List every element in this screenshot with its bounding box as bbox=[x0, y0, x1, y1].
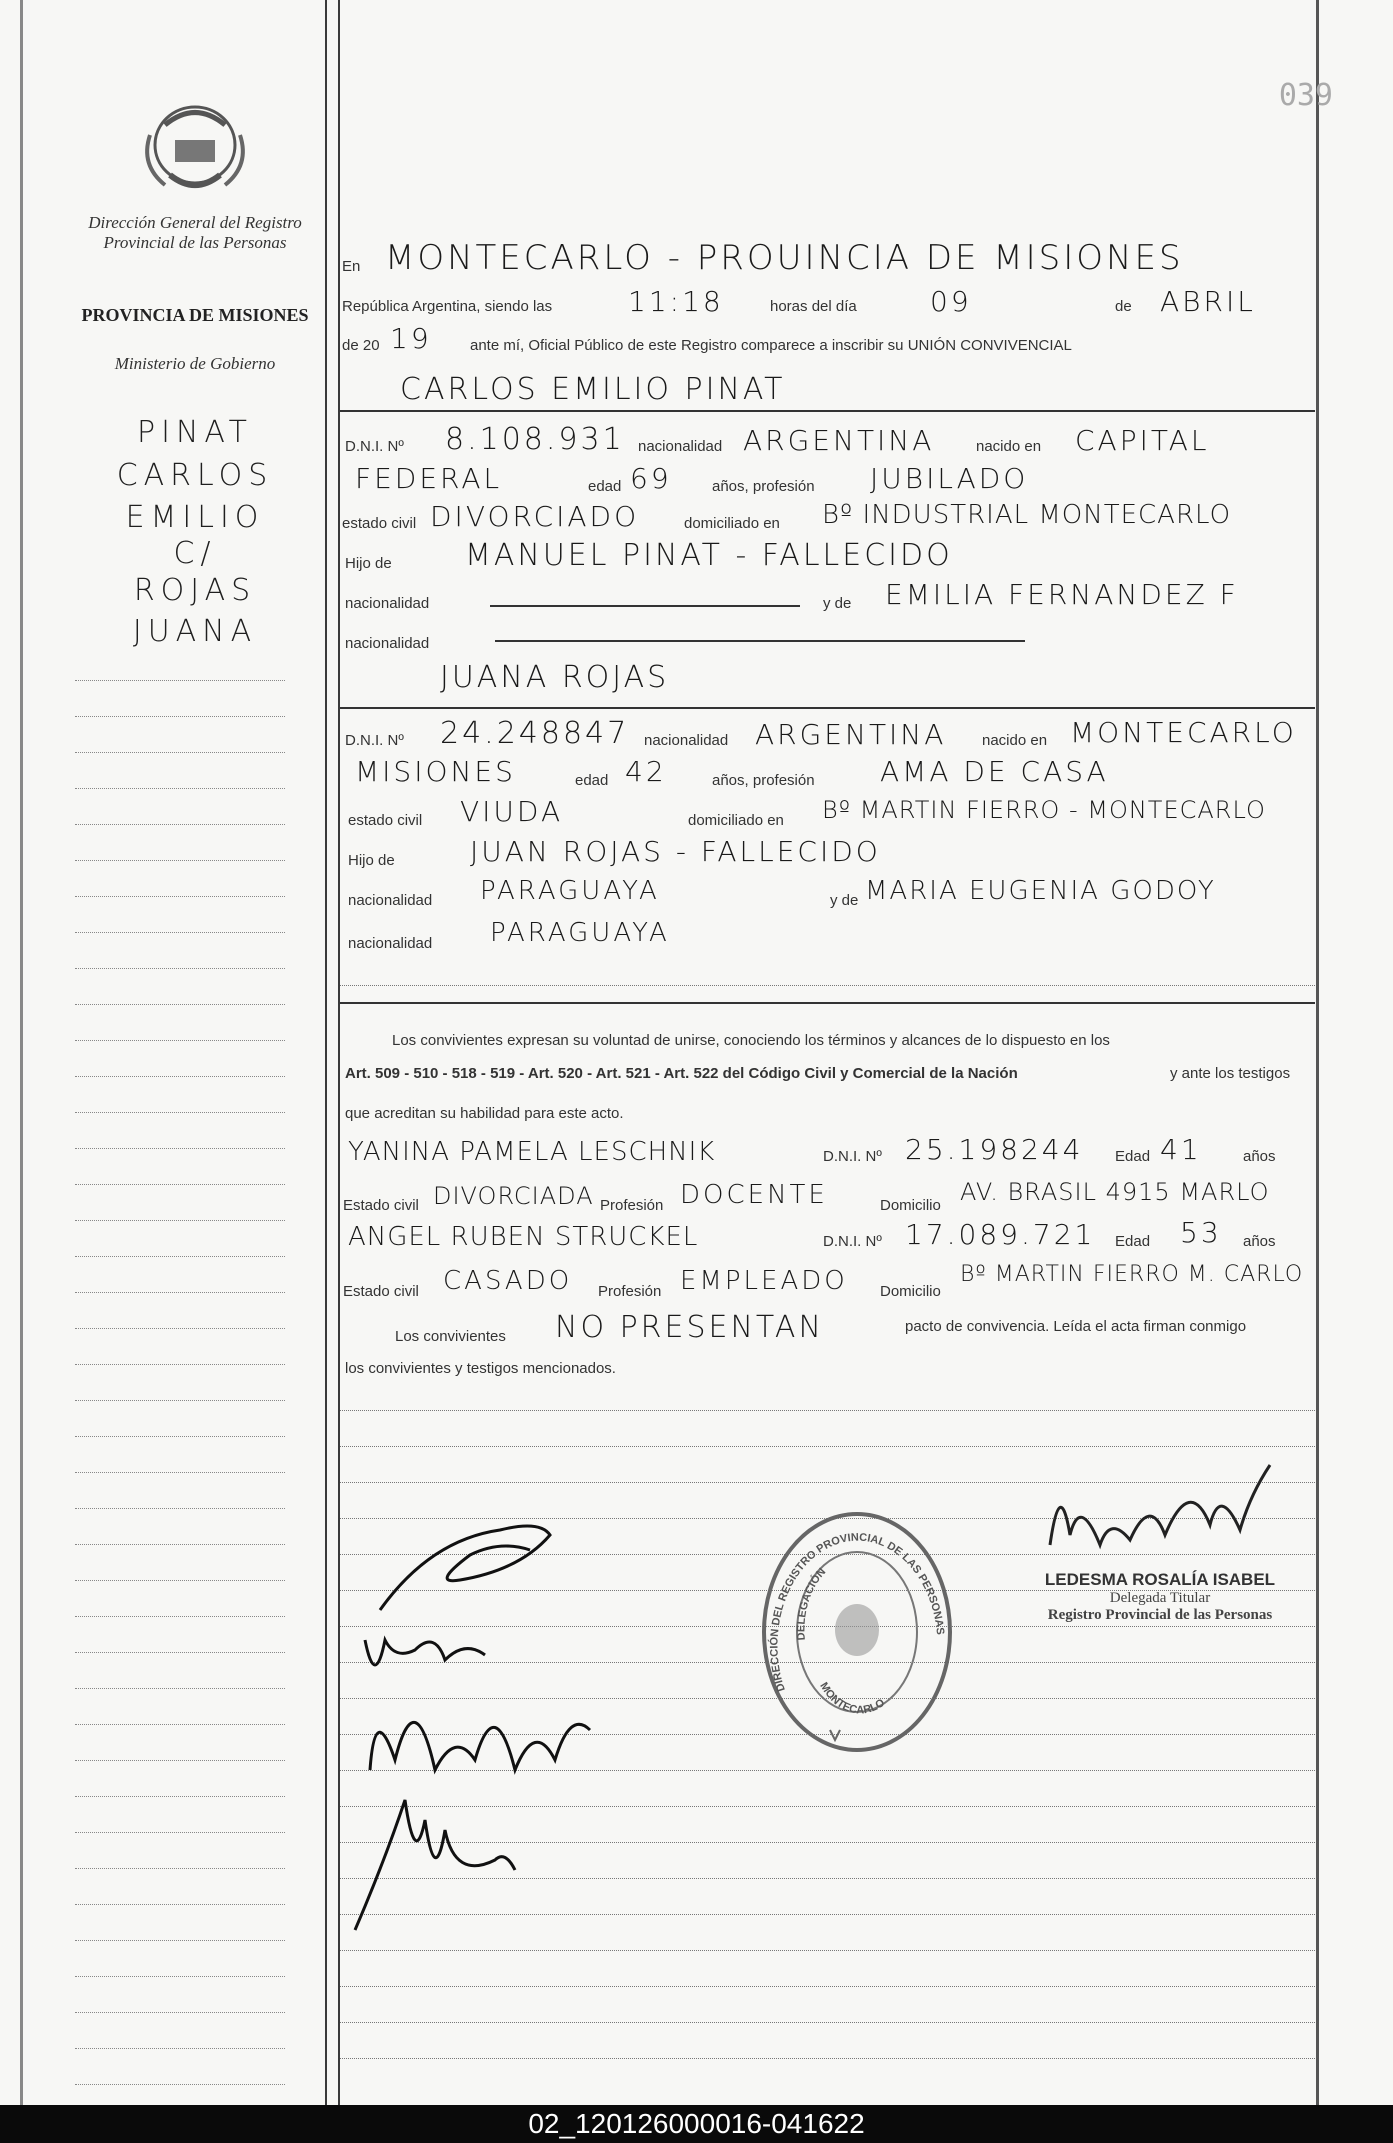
person1-mother: EMILIA FERNANDEZ F bbox=[885, 578, 1239, 611]
ministry-name: Ministerio de Gobierno bbox=[114, 354, 276, 373]
nationality-label: nacionalidad bbox=[638, 438, 723, 455]
body-ruled-line bbox=[340, 2058, 1315, 2059]
footer-document-code: 02_120126000016-041622 bbox=[0, 2105, 1393, 2143]
statement-articles: Art. 509 - 510 - 518 - 519 - Art. 520 - Art. 521 - Art. 522 del Código Civil y Comercial de la Nación bbox=[345, 1065, 1018, 1082]
nationality-label: nacionalidad bbox=[345, 635, 430, 652]
body-ruled-line bbox=[340, 1950, 1315, 1951]
person1-father: MANUEL PINAT - FALLECIDO bbox=[465, 538, 953, 573]
page-number: 039 bbox=[1278, 78, 1333, 113]
agency-name: Dirección General del Registro Provincial de las Personas bbox=[88, 213, 302, 252]
en-label: En bbox=[342, 258, 361, 275]
margin-ruled-line bbox=[75, 824, 285, 825]
dni-label: D.N.I. Nº bbox=[345, 438, 404, 455]
intro-text: ante mí, Oficial Público de este Registro comparece a inscribir su UNIÓN CONVIVENCIAL bbox=[470, 337, 1072, 354]
margin-ruled-line bbox=[75, 1904, 285, 1905]
margin-ruled-line bbox=[75, 2012, 285, 2013]
margin-ruled-line bbox=[75, 1436, 285, 1437]
margin-ruled-line bbox=[75, 1292, 285, 1293]
blank-line bbox=[495, 640, 1025, 642]
civil-label: Estado civil bbox=[343, 1197, 419, 1214]
years-profession-label: años, profesión bbox=[712, 478, 815, 495]
nationality-label: nacionalidad bbox=[345, 595, 430, 612]
margin-ruled-line bbox=[75, 1832, 285, 1833]
nationality-label: nacionalidad bbox=[348, 935, 433, 952]
margin-ruled-line bbox=[75, 1940, 285, 1941]
margin-ruled-line bbox=[75, 680, 285, 681]
person1-dni: 8.108.931 bbox=[445, 422, 625, 457]
section-divider bbox=[340, 1002, 1315, 1004]
profession-label: Profesión bbox=[598, 1283, 662, 1300]
margin-ruled-line bbox=[75, 1580, 285, 1581]
person1-born-cont: FEDERAL bbox=[355, 462, 503, 495]
age-label: Edad bbox=[1115, 1148, 1151, 1165]
month-value: ABRIL bbox=[1160, 285, 1256, 318]
margin-ruled-line bbox=[75, 1040, 285, 1041]
witness1-dni: 25.198244 bbox=[905, 1133, 1084, 1166]
civil-label: estado civil bbox=[342, 515, 417, 532]
nationality-label: nacionalidad bbox=[644, 732, 729, 749]
margin-ruled-line bbox=[75, 752, 285, 753]
and-label: y de bbox=[830, 892, 859, 909]
margin-ruled-line bbox=[75, 2048, 285, 2049]
person2-age: 42 bbox=[625, 755, 667, 788]
section-divider bbox=[340, 410, 1315, 412]
margin-ruled-line bbox=[75, 932, 285, 933]
witness1-domicile: AV. BRASIL 4915 MARLO bbox=[960, 1178, 1270, 1206]
pact-status: NO PRESENTAN bbox=[555, 1310, 824, 1345]
margin-name-line: JUANA bbox=[132, 614, 258, 649]
margin-ruled-line bbox=[75, 716, 285, 717]
margin-divider-inner bbox=[338, 0, 340, 2130]
domicile-label: Domicilio bbox=[880, 1283, 941, 1300]
margin-ruled-line bbox=[75, 896, 285, 897]
official-seal-icon bbox=[760, 1510, 955, 1755]
margin-name-line: EMILIO bbox=[125, 500, 265, 535]
statement-line: Los convivientes expresan su voluntad de unirse, conociendo los términos y alcances de lo dispuesto en los bbox=[392, 1032, 1110, 1049]
day-value: 09 bbox=[930, 285, 972, 318]
margin-ruled-line bbox=[75, 968, 285, 969]
seal-inner-top-text: DELEGACIÓN bbox=[795, 1565, 829, 1641]
person1-born: CAPITAL bbox=[1075, 424, 1210, 457]
page-right-edge bbox=[1316, 0, 1319, 2130]
person1-name: CARLOS EMILIO PINAT bbox=[400, 372, 786, 407]
section-divider bbox=[340, 707, 1315, 709]
person1-nationality: ARGENTINA bbox=[743, 424, 935, 457]
person2-born: MONTECARLO bbox=[1070, 716, 1297, 749]
margin-ruled-line bbox=[75, 1148, 285, 1149]
blank-line bbox=[490, 605, 800, 607]
years-label: años bbox=[1243, 1233, 1276, 1250]
margin-ruled-line bbox=[75, 1976, 285, 1977]
official-role: Delegada Titular bbox=[1109, 1590, 1211, 1606]
closing-text: pacto de convivencia. Leída el acta firman conmigo bbox=[905, 1318, 1247, 1335]
person2-mother: MARIA EUGENIA GODOY bbox=[865, 876, 1216, 906]
person1-age: 69 bbox=[630, 462, 672, 495]
margin-ruled-line bbox=[75, 1400, 285, 1401]
dotted-line bbox=[340, 985, 1315, 986]
age-label: edad bbox=[588, 478, 622, 495]
witness1-civil: DIVORCIADA bbox=[433, 1182, 594, 1210]
margin-ruled-line bbox=[75, 1724, 285, 1725]
official-office: Registro Provincial de las Personas bbox=[1047, 1607, 1273, 1623]
years-profession-label: años, profesión bbox=[712, 772, 815, 789]
person2-name: JUANA ROJAS bbox=[440, 660, 670, 695]
statement-witness: y ante los testigos bbox=[1170, 1065, 1291, 1082]
son-of-label: Hijo de bbox=[345, 555, 392, 572]
margin-ruled-line bbox=[75, 1544, 285, 1545]
official-name: LEDESMA ROSALÍA ISABEL bbox=[1044, 1570, 1276, 1589]
person1-civil: DIVORCIADO bbox=[430, 500, 640, 533]
years-label: años bbox=[1243, 1148, 1276, 1165]
official-signature-block bbox=[1010, 1570, 1310, 1624]
son-of-label: Hijo de bbox=[348, 852, 395, 869]
person2-father-nationality: PARAGUAYA bbox=[480, 876, 660, 906]
signature-1 bbox=[370, 1510, 570, 1620]
person2-profession: AMA DE CASA bbox=[880, 755, 1109, 788]
dni-label: D.N.I. Nº bbox=[823, 1148, 882, 1165]
person2-civil: VIUDA bbox=[460, 795, 564, 828]
margin-name-line: CARLOS bbox=[116, 458, 274, 493]
page-edge bbox=[20, 0, 23, 2130]
body-ruled-line bbox=[340, 1410, 1315, 1411]
province-crest-icon bbox=[135, 95, 255, 205]
svg-text:MONTECARLO bbox=[817, 1680, 887, 1716]
closing-text: Los convivientes bbox=[395, 1328, 506, 1345]
margin-ruled-line bbox=[75, 1868, 285, 1869]
person1-domicile: Bº INDUSTRIAL MONTECARLO bbox=[822, 500, 1232, 530]
witness2-profession: EMPLEADO bbox=[680, 1266, 848, 1296]
witness1-age: 41 bbox=[1160, 1133, 1202, 1166]
profession-label: Profesión bbox=[600, 1197, 664, 1214]
born-label: nacido en bbox=[976, 438, 1042, 455]
body-ruled-line bbox=[340, 1986, 1315, 1987]
year-suffix: 19 bbox=[390, 322, 432, 355]
seal-inner-bottom-text: MONTECARLO bbox=[817, 1680, 888, 1717]
margin-ruled-line bbox=[75, 1328, 285, 1329]
year-prefix: de 20 bbox=[342, 337, 380, 354]
witness2-age: 53 bbox=[1180, 1216, 1222, 1249]
witness1-profession: DOCENTE bbox=[680, 1180, 828, 1210]
hours-label: horas del día bbox=[770, 298, 857, 315]
time-value: 11:18 bbox=[628, 285, 724, 318]
nationality-label: nacionalidad bbox=[348, 892, 433, 909]
dni-label: D.N.I. Nº bbox=[823, 1233, 882, 1250]
closing-text: los convivientes y testigos mencionados. bbox=[345, 1360, 616, 1377]
margin-ruled-line bbox=[75, 1004, 285, 1005]
margin-ruled-line bbox=[75, 1472, 285, 1473]
republic-label: República Argentina, siendo las bbox=[342, 298, 553, 315]
person2-born-cont: MISIONES bbox=[355, 755, 516, 788]
margin-ruled-line bbox=[75, 1256, 285, 1257]
civil-label: estado civil bbox=[348, 812, 423, 829]
age-label: edad bbox=[575, 772, 609, 789]
person2-domicile: Bº MARTIN FIERRO - MONTECARLO bbox=[822, 796, 1266, 824]
witness2-civil: CASADO bbox=[443, 1266, 573, 1296]
margin-ruled-line bbox=[75, 1364, 285, 1365]
margin-name-line: PINAT bbox=[137, 415, 253, 450]
margin-ruled-line bbox=[75, 1220, 285, 1221]
person1-profession: JUBILADO bbox=[870, 462, 1029, 495]
margin-ruled-line bbox=[75, 1112, 285, 1113]
domicile-label: domiciliado en bbox=[684, 515, 780, 532]
margin-ruled-line bbox=[75, 1688, 285, 1689]
margin-ruled-line bbox=[75, 1796, 285, 1797]
person2-dni: 24.248847 bbox=[440, 716, 630, 751]
margin-ruled-line bbox=[75, 788, 285, 789]
witness1-name: YANINA PAMELA LESCHNIK bbox=[348, 1137, 716, 1167]
person2-mother-nationality: PARAGUAYA bbox=[490, 918, 670, 948]
person2-father: JUAN ROJAS - FALLECIDO bbox=[470, 835, 881, 868]
and-label: y de bbox=[823, 595, 852, 612]
born-label: nacido en bbox=[982, 732, 1048, 749]
margin-ruled-line bbox=[75, 1508, 285, 1509]
margin-ruled-line bbox=[75, 1652, 285, 1653]
dni-label: D.N.I. Nº bbox=[345, 732, 404, 749]
witness2-dni: 17.089.721 bbox=[905, 1218, 1096, 1251]
margin-ruled-line bbox=[75, 2084, 285, 2085]
body-ruled-line bbox=[340, 2022, 1315, 2023]
margin-name-line: C/ bbox=[173, 536, 217, 571]
de-label: de bbox=[1115, 298, 1132, 315]
signature-4 bbox=[345, 1780, 525, 1940]
age-label: Edad bbox=[1115, 1233, 1151, 1250]
witness2-name: ANGEL RUBEN STRUCKEL bbox=[348, 1222, 699, 1252]
margin-ruled-line bbox=[75, 860, 285, 861]
place-value: MONTECARLO - PROUINCIA DE MISIONES bbox=[385, 238, 1184, 278]
witness2-domicile: Bº MARTIN FIERRO M. CARLO bbox=[960, 1262, 1304, 1287]
civil-label: Estado civil bbox=[343, 1283, 419, 1300]
province-name: PROVINCIA DE MISIONES bbox=[81, 305, 309, 325]
margin-name-line: ROJAS bbox=[133, 573, 257, 608]
margin-divider bbox=[325, 0, 327, 2130]
margin-ruled-line bbox=[75, 1760, 285, 1761]
person2-nationality: ARGENTINA bbox=[755, 718, 947, 751]
seal-outer-text: DIRECCIÓN DEL REGISTRO PROVINCIAL DE LAS PERSONAS bbox=[768, 1531, 947, 1693]
body-ruled-line bbox=[340, 1446, 1315, 1447]
statement-line: que acreditan su habilidad para este acto. bbox=[345, 1105, 624, 1122]
margin-ruled-line bbox=[75, 1076, 285, 1077]
official-signature bbox=[1040, 1455, 1280, 1575]
margin-ruled-line bbox=[75, 1184, 285, 1185]
domicile-label: Domicilio bbox=[880, 1197, 941, 1214]
domicile-label: domiciliado en bbox=[688, 812, 784, 829]
margin-ruled-line bbox=[75, 1616, 285, 1617]
